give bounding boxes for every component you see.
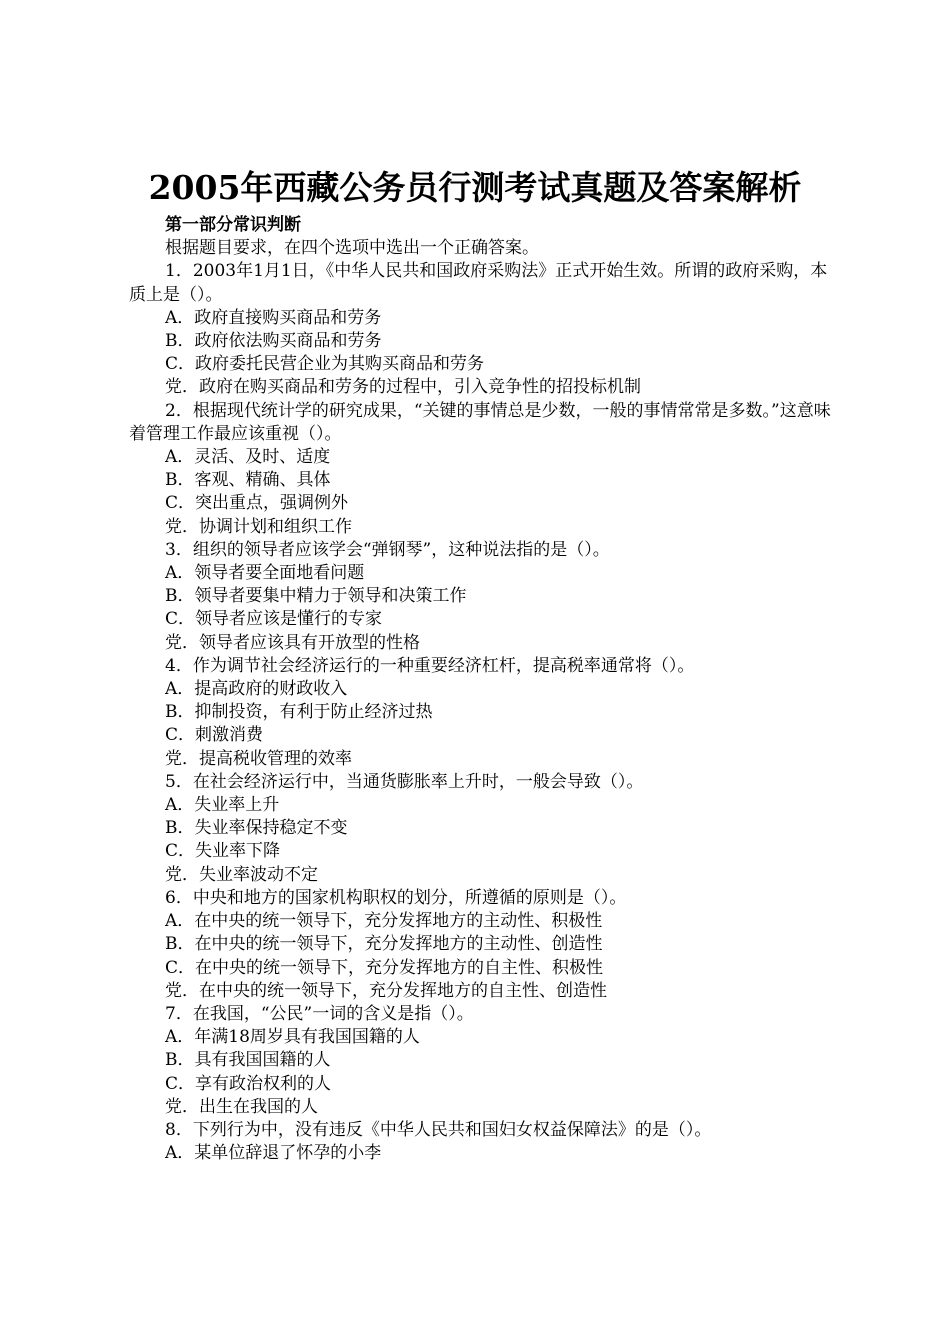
document-body (129, 214, 831, 1165)
question-option: C．享有政治权利的人 (165, 1073, 332, 1094)
question-option: B．领导者要集中精力于领导和决策工作 (165, 586, 467, 607)
question-option: A．领导者要全面地看问题 (165, 563, 365, 584)
question-option: 党．领导者应该具有开放型的性格 (165, 632, 420, 653)
question-option: B．失业率保持稳定不变 (165, 818, 348, 839)
question-option: B．抑制投资，有利于防止经济过热 (165, 702, 433, 723)
question-option: A．在中央的统一领导下，充分发挥地方的主动性、积极性 (165, 911, 603, 932)
question-option: B．在中央的统一领导下，充分发挥地方的主动性、创造性 (165, 934, 603, 955)
question-option: 党．在中央的统一领导下，充分发挥地方的自主性、创造性 (165, 980, 607, 1001)
question-option: A．年满18周岁具有我国国籍的人 (165, 1027, 420, 1048)
question-stem: 6．中央和地方的国家机构职权的划分，所遵循的原则是（）。 (165, 887, 627, 908)
question-option: A．某单位辞退了怀孕的小李 (165, 1143, 382, 1164)
question-stem: 5．在社会经济运行中，当通货膨胀率上升时，一般会导致（）。 (165, 771, 644, 792)
question-option: B．具有我国国籍的人 (165, 1050, 331, 1071)
question-option: 党．出生在我国的人 (165, 1096, 318, 1117)
question-option: B．客观、精确、具体 (165, 470, 331, 491)
question-option: 党．提高税收管理的效率 (165, 748, 352, 769)
question-option: A．提高政府的财政收入 (165, 679, 348, 700)
instruction-text: 根据题目要求，在四个选项中选出一个正确答案。 (165, 238, 539, 259)
question-stem: 7．在我国，“公民”一词的含义是指（）。 (165, 1003, 474, 1024)
question-stem: 1．2003年1月1日，《中华人民共和国政府采购法》正式开始生效。所谓的政府采购，本质上是（）。 (129, 261, 828, 305)
question-stem: 4．作为调节社会经济运行的一种重要经济杠杆，提高税率通常将（）。 (165, 655, 695, 676)
question-option: C．突出重点，强调例外 (165, 493, 349, 514)
question-option: C．失业率下降 (165, 841, 281, 862)
question-option: C．刺激消费 (165, 725, 264, 746)
question-stem: 8．下列行为中，没有违反《中华人民共和国妇女权益保障法》的是（）。 (165, 1119, 712, 1140)
section-heading: 第一部分常识判断 (165, 215, 301, 235)
question-option: C．在中央的统一领导下，充分发挥地方的自主性、积极性 (165, 957, 604, 978)
question-option: B．政府依法购买商品和劳务 (165, 331, 382, 352)
question-option: A．政府直接购买商品和劳务 (165, 307, 382, 328)
question-stem: 2．根据现代统计学的研究成果，“关键的事情总是少数，一般的事情常常是多数。”这意味着管理工作最应该重视（）。 (129, 400, 831, 444)
question-option: C．领导者应该是懂行的专家 (165, 609, 383, 630)
question-option: 党．政府在购买商品和劳务的过程中，引入竞争性的招投标机制 (165, 377, 641, 398)
question-option: 党．协调计划和组织工作 (165, 516, 352, 537)
question-option: A．灵活、及时、适度 (165, 447, 331, 468)
document-title: 2005年西藏公务员行测考试真题及答案解析 (148, 168, 802, 207)
question-option: A．失业率上升 (165, 795, 280, 816)
question-option: C．政府委托民营企业为其购买商品和劳务 (165, 354, 485, 375)
question-option: 党．失业率波动不定 (165, 864, 318, 885)
question-stem: 3．组织的领导者应该学会“弹钢琴”，这种说法指的是（）。 (165, 539, 610, 560)
